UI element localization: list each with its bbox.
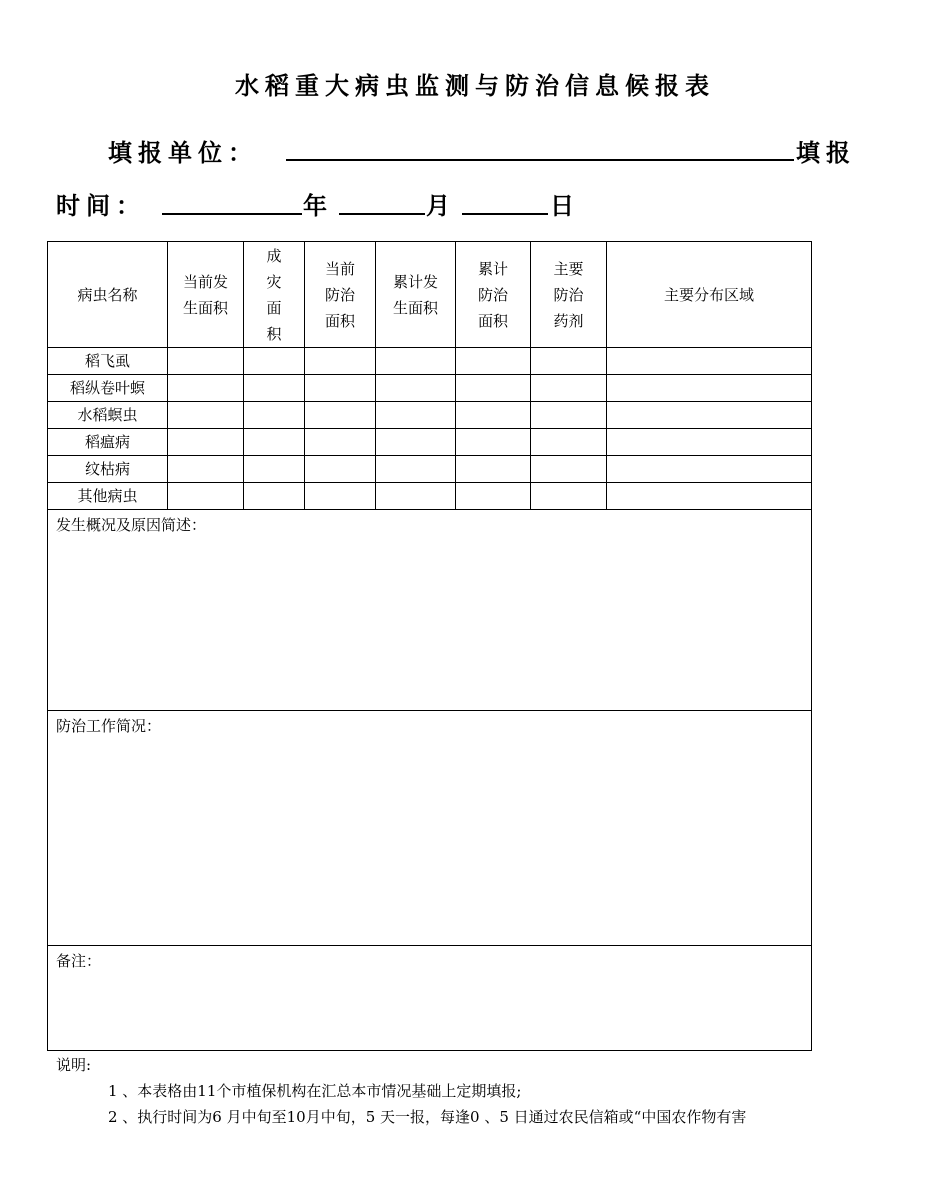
row-name: 稻瘟病 [48,429,168,456]
header-cumulative-control: 累计防治面积 [456,242,531,348]
reporter-line [108,131,868,165]
notes-item-1: 1 、本表格由11个市植保机构在汇总本市情况基础上定期填报; [108,1082,522,1100]
cell-input[interactable] [456,375,531,402]
cell-input[interactable] [456,348,531,375]
cell-input[interactable] [607,483,812,510]
cell-input[interactable] [607,429,812,456]
cell-input[interactable] [456,429,531,456]
cell-input[interactable] [244,456,305,483]
table-row [48,348,812,375]
form-title: 水稻重大病虫监测与防治信息候报表 [235,72,715,100]
cell-input[interactable] [531,456,607,483]
overview-label: 发生概况及原因简述： [56,516,207,534]
cell-input[interactable] [531,348,607,375]
cell-input[interactable] [168,348,244,375]
date-line [56,184,756,220]
table-row [48,483,812,510]
row-name: 稻飞虱 [48,348,168,375]
cell-input[interactable] [456,456,531,483]
notes-item-2: 2 、执行时间为6 月中旬至10月中旬，5 天一报，每逢0 、5 日通过农民信箱或“中国农作物有害 [108,1108,747,1126]
control-label: 防治工作简况： [56,717,162,735]
row-name: 其他病虫 [48,483,168,510]
header-cumulative-area: 累计发生面积 [376,242,456,348]
cell-input[interactable] [244,348,305,375]
notes-section [56,1052,746,1130]
year-label: 年 [303,192,327,220]
report-table [47,241,812,1051]
cell-input[interactable] [607,375,812,402]
row-name: 稻纵卷叶螟 [48,375,168,402]
header-name: 病虫名称 [48,242,168,348]
cell-input[interactable] [244,429,305,456]
cell-input[interactable] [168,375,244,402]
date-label: 时间： [56,192,146,220]
cell-input[interactable] [376,429,456,456]
header-current-area: 当前发生面积 [168,242,244,348]
cell-input[interactable] [168,429,244,456]
overview-row [48,510,812,711]
remarks-label: 备注： [56,952,102,970]
control-textarea[interactable] [48,711,812,946]
header-current-control: 当前防治面积 [305,242,376,348]
cell-input[interactable] [305,375,376,402]
table-row [48,456,812,483]
row-name: 纹枯病 [48,456,168,483]
notes-heading: 说明: [56,1056,92,1074]
cell-input[interactable] [376,402,456,429]
month-label: 月 [426,192,450,220]
year-field[interactable] [162,213,302,215]
cell-input[interactable] [607,456,812,483]
row-name: 水稻螟虫 [48,402,168,429]
cell-input[interactable] [244,402,305,429]
header-main-pesticide: 主要防治药剂 [531,242,607,348]
cell-input[interactable] [376,375,456,402]
cell-input[interactable] [607,348,812,375]
cell-input[interactable] [531,402,607,429]
month-field[interactable] [339,213,425,215]
header-main-region: 主要分布区域 [607,242,812,348]
cell-input[interactable] [607,402,812,429]
table-header-row [48,242,812,348]
cell-input[interactable] [456,483,531,510]
overview-textarea[interactable] [48,510,812,711]
cell-input[interactable] [531,483,607,510]
cell-input[interactable] [531,375,607,402]
control-row [48,711,812,946]
cell-input[interactable] [305,456,376,483]
cell-input[interactable] [168,483,244,510]
header-disaster-area: 成灾面积 [244,242,305,348]
cell-input[interactable] [168,456,244,483]
cell-input[interactable] [376,348,456,375]
cell-input[interactable] [305,348,376,375]
cell-input[interactable] [376,483,456,510]
reporter-label: 填报单位： [108,139,258,167]
cell-input[interactable] [244,375,305,402]
table-row [48,375,812,402]
cell-input[interactable] [305,483,376,510]
remarks-row [48,946,812,1051]
date-label-prefix: 填报 [796,139,856,167]
day-field[interactable] [462,213,548,215]
table-row [48,402,812,429]
cell-input[interactable] [168,402,244,429]
reporter-field[interactable] [286,159,794,161]
cell-input[interactable] [456,402,531,429]
table-row [48,429,812,456]
cell-input[interactable] [305,429,376,456]
cell-input[interactable] [244,483,305,510]
cell-input[interactable] [305,402,376,429]
cell-input[interactable] [376,456,456,483]
remarks-textarea[interactable] [48,946,812,1051]
day-label: 日 [550,192,574,220]
cell-input[interactable] [531,429,607,456]
